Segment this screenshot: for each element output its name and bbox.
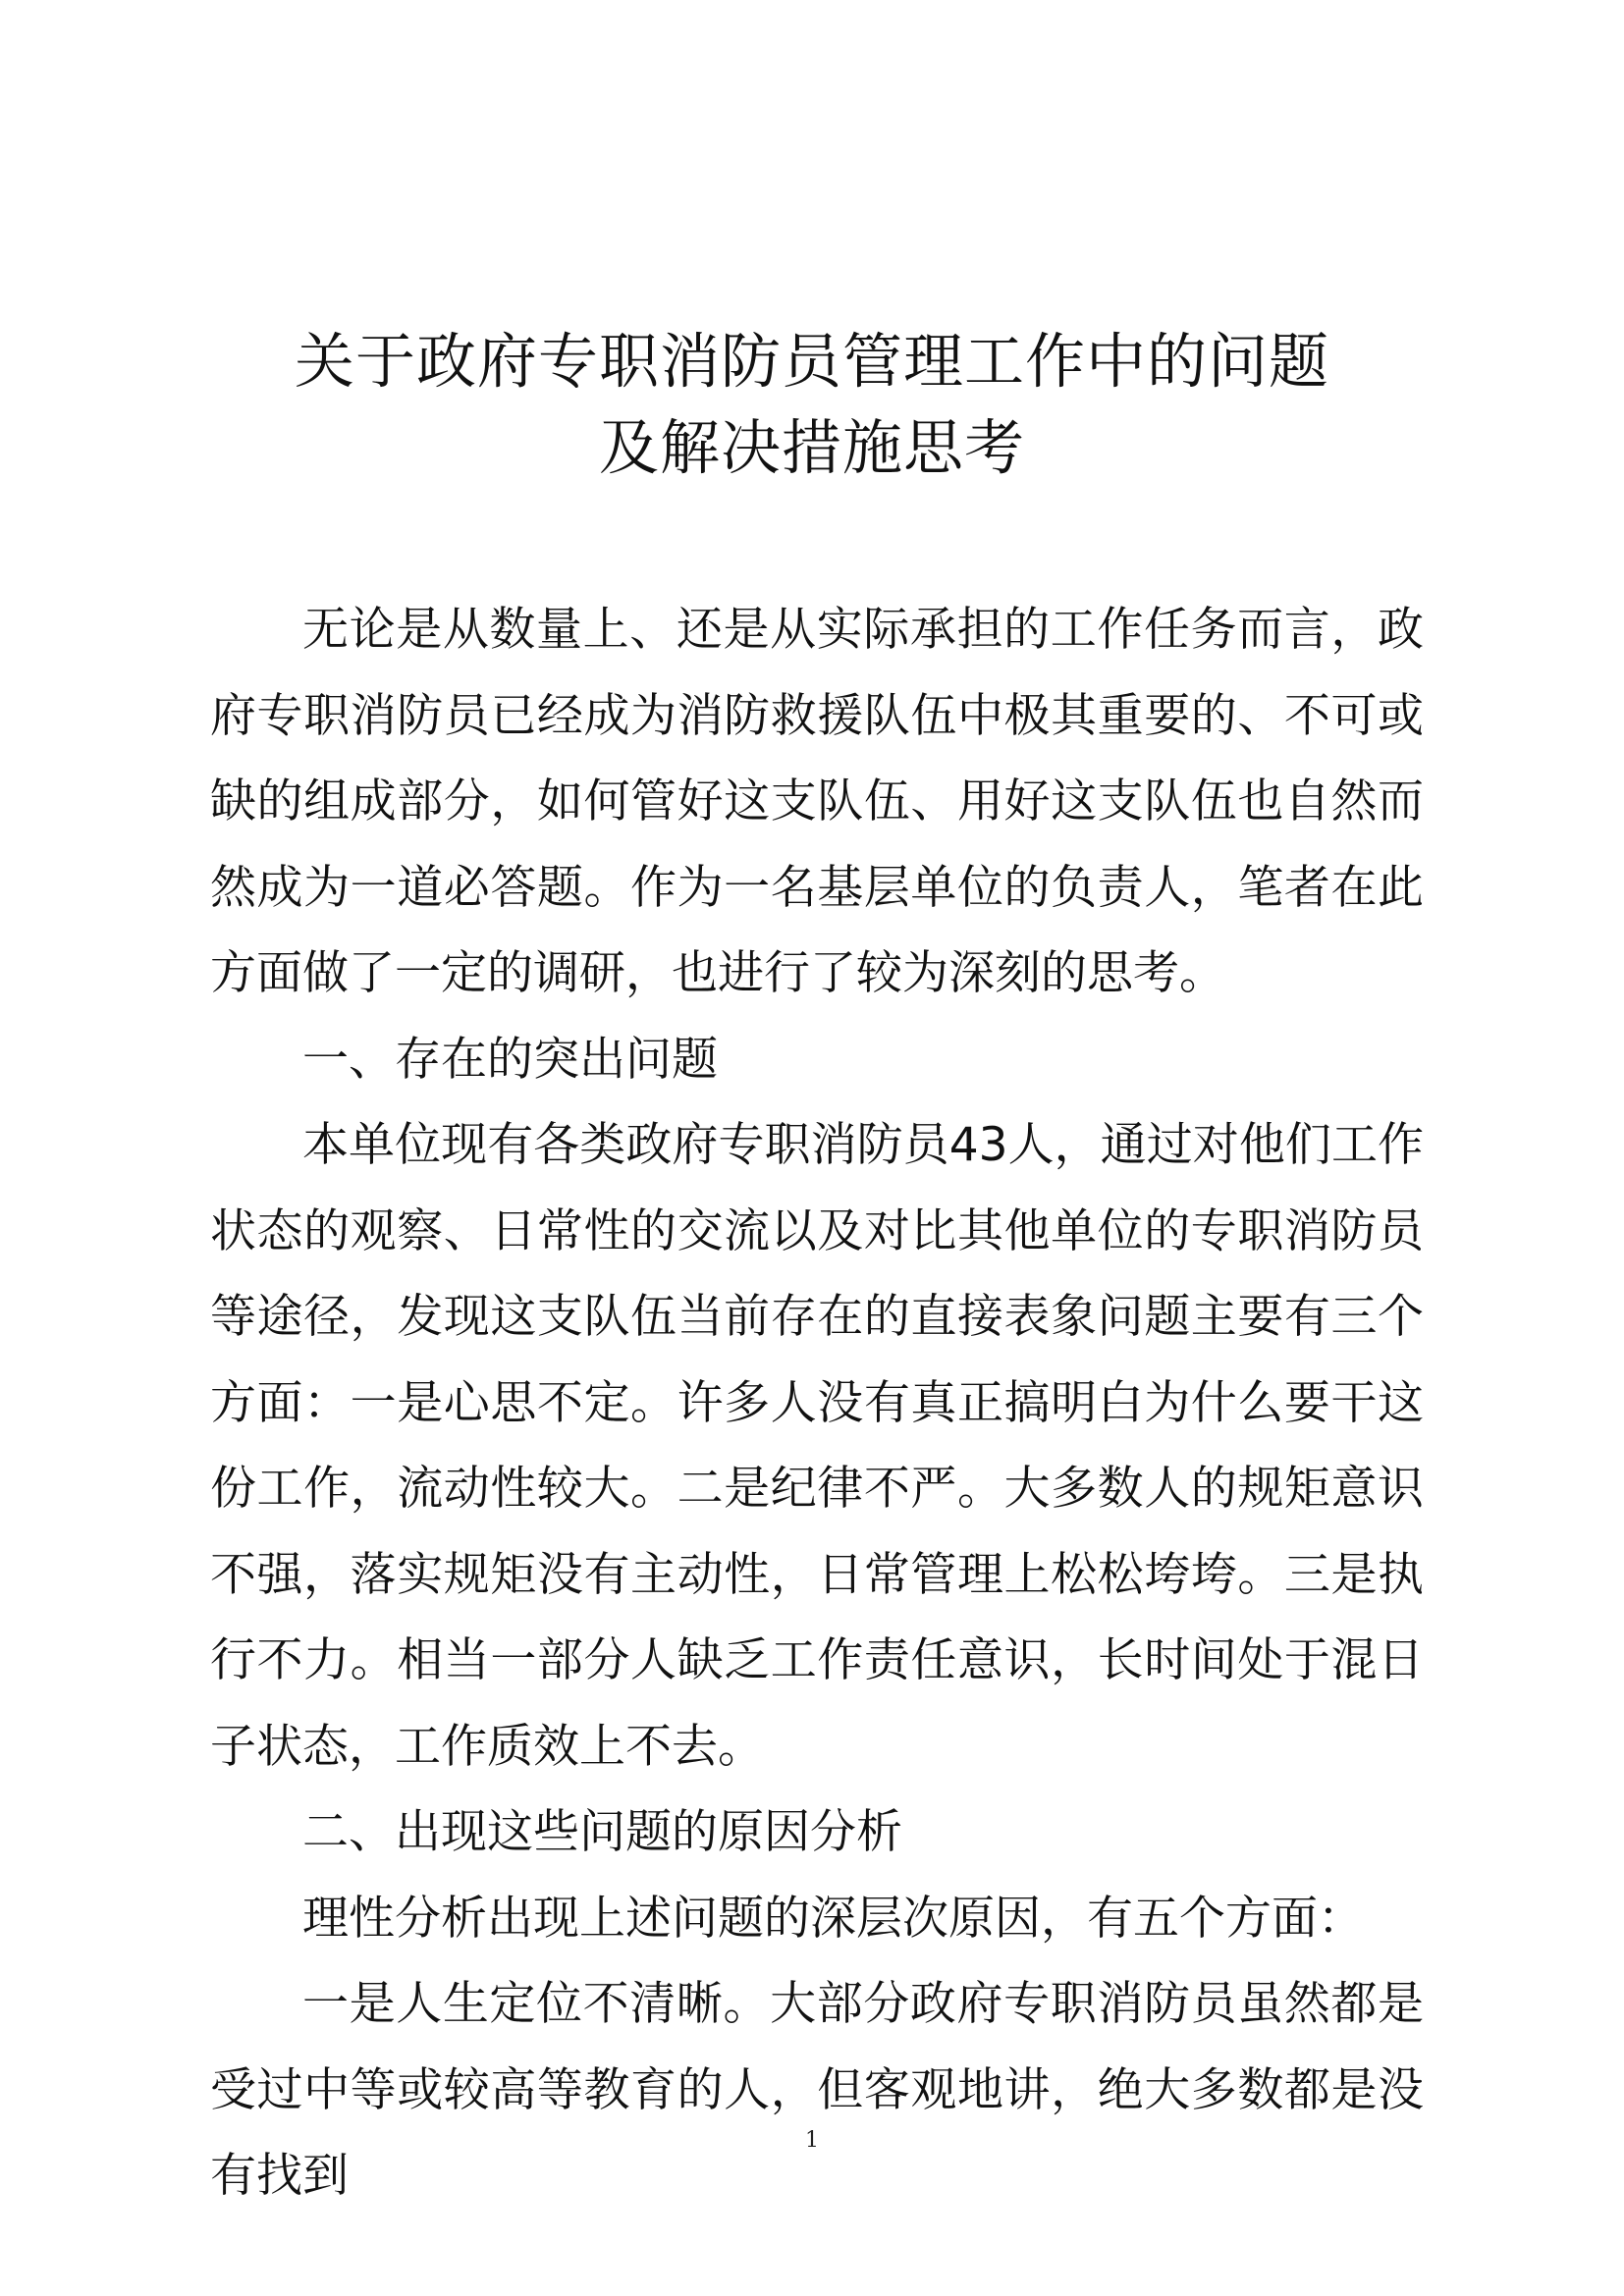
title-line-1: 关于政府专职消防员管理工作中的问题 bbox=[294, 327, 1329, 397]
document-title bbox=[0, 319, 1624, 492]
title-line-2: 及解决措施思考 bbox=[598, 413, 1025, 483]
section-heading-2: 二、出现这些问题的原因分析 bbox=[302, 1805, 902, 1859]
paragraph-intro: 无论是从数量上、还是从实际承担的工作任务而言，政府专职消防员已经成为消防救援队伍中极其重要的、不可或缺的组成部分，如何管好这支队伍、用好这支队伍也自然而然成为一道必答题。作为一名基层单位的负责人，笔者在此方面做了一定的调研，也进行了较为深刻的思考。 bbox=[210, 603, 1424, 1000]
paragraph-analysis-intro: 理性分析出现上述问题的深层次原因，有五个方面： bbox=[302, 1891, 1364, 1946]
document-body bbox=[210, 587, 1424, 2219]
section-heading-1: 一、存在的突出问题 bbox=[302, 1032, 718, 1087]
paragraph-reason-1: 一是人生定位不清晰。大部分政府专职消防员虽然都是受过中等或较高等教育的人，但客观地讲，绝大多数都是没有找到 bbox=[210, 1977, 1424, 2203]
paragraph-problems: 本单位现有各类政府专职消防员43人，通过对他们工作状态的观察、日常性的交流以及对比其他单位的专职消防员等途径，发现这支队伍当前存在的直接表象问题主要有三个方面：一是心思不定。许多人没有真正搞明白为什么要干这份工作，流动性较大。二是纪律不严。大多数人的规矩意识不强，落实规矩没有主动性，日常管理上松松垮垮。三是执行不力。相当一部分人缺乏工作责任意识，长时间处于混日子状态，工作质效上不去。 bbox=[210, 1118, 1424, 1774]
page-number: 1 bbox=[805, 2128, 819, 2153]
